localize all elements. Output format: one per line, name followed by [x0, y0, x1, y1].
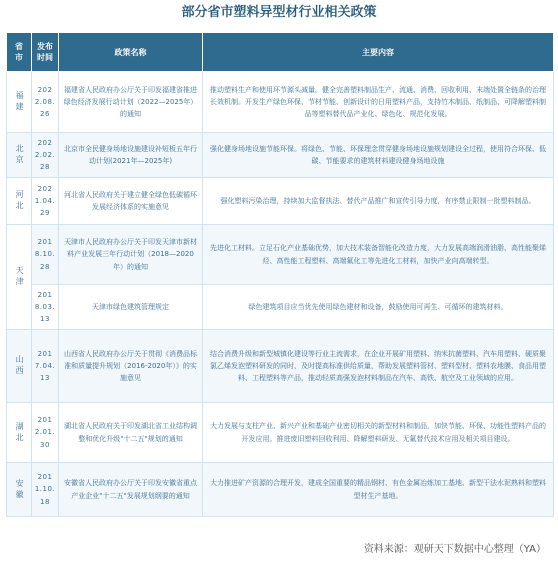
- table-row: [7, 178, 554, 225]
- table-row: [7, 330, 554, 403]
- source-note: 资料来源：观研天下数据中心整理（YA）: [363, 544, 546, 555]
- date-cell: 2022.02.28: [32, 133, 59, 178]
- policy-name-cell: 福建省人民政府办公厅关于印发福建省推进绿色经济发展行动计划（2022—2025年）的通知: [59, 72, 203, 133]
- province-cell: 山西: [7, 330, 32, 403]
- table-row: [7, 225, 554, 285]
- page-title: 部分省市塑料异型材行业相关政策: [181, 5, 377, 20]
- content-cell: 绿色建筑项目应当优先使用绿色建材和设备，鼓励使用可再生、可循环的建筑材料。: [203, 285, 554, 330]
- province-cell: 河北: [7, 178, 32, 225]
- province-cell: 福建: [7, 72, 32, 133]
- content-cell: 强化健身场地设施节能环保。将绿色、节能、环保理念贯穿健身场地设施规划建设全过程，使用符合环保、低碳、节能要求的建筑材料建设健身场地设施: [203, 133, 554, 178]
- policy-name-cell: 天津市人民政府办公厅关于印发天津市新材料产业发展三年行动计划（2018—2020年）的通知: [59, 225, 203, 285]
- date-cell: 2017.04.13: [32, 330, 59, 403]
- content-cell: 大力发展与支柱产业、新兴产业和基础产业密切相关的新型材料和制品，加快节能、环保、功能性塑料产品的开发应用。推进废旧塑料回收利用、降解塑料研发、无氟替代技术应用及相关项目建设。: [203, 403, 554, 463]
- province-cell: 安徽: [7, 463, 32, 517]
- content-cell: 结合消费升级和新型城镇化建设等行业主流需求，在企业开展矿用塑料、纳米抗菌塑料、汽车用塑料、硬质聚氯乙烯发泡塑料研发的同时，及时提高标准供给质量，帮助发展塑料管材、塑料型材、塑料农地膜、食品用塑料、工程塑料等产品，推动轻质高强发泡材料制品在汽车、高铁、航空及工业领域的应用。: [203, 330, 554, 403]
- policy-name-cell: 安徽省人民政府办公厅关于印发安徽省重点产业企业"十二五"发展规划纲要的通知: [59, 463, 203, 517]
- table-row: [7, 463, 554, 517]
- date-cell: 2021.04.29: [32, 178, 59, 225]
- header-content: 主要内容: [203, 33, 554, 72]
- table-row: [7, 285, 554, 330]
- content-cell: 大力推进矿产资源的合理开发，建成全国重要的精品钢材、有色金属冶炼加工基地、新型干法水泥熟料和塑料型材生产基地。: [203, 463, 554, 517]
- header-province: 省市: [7, 33, 32, 72]
- date-cell: 2012.01.30: [32, 403, 59, 463]
- header-date: 发布时间: [32, 33, 59, 72]
- policy-name-cell: 河北省人民政府关于建立健全绿色低碳循环发展经济体系的实施意见: [59, 178, 203, 225]
- table-row: [7, 403, 554, 463]
- date-cell: 2018.10.28: [32, 225, 59, 285]
- date-cell: 2018.03.13: [32, 285, 59, 330]
- date-cell: 2022.08.26: [32, 72, 59, 133]
- table-row: [7, 72, 554, 133]
- policy-name-cell: 北京市全民健身场地设施建设补短板五年行动计划(2021年—2025年): [59, 133, 203, 178]
- policy-table: [6, 32, 554, 517]
- table-header-row: [7, 33, 554, 72]
- province-cell: 北京: [7, 133, 32, 178]
- header-policy: 政策名称: [59, 33, 203, 72]
- content-cell: 强化塑料污染治理，持续加大监督执法、替代产品推广和宣传引导力度，有序禁止限制一批塑料制品。: [203, 178, 554, 225]
- content-cell: 先进化工材料。立足石化产业基础优势，加大技术装备智能化改造力度，大力发展高端润滑油脂、高性能聚烯烃、高性能工程塑料、高端氟化工等先进化工材料，加快产业向高端转型。: [203, 225, 554, 285]
- date-cell: 2011.10.18: [32, 463, 59, 517]
- policy-name-cell: 湖北省人民政府关于印发湖北省工业结构调整和优化升级"十二五"规划的通知: [59, 403, 203, 463]
- content-cell: 推动塑料生产和使用环节源头减量。健全完善塑料制品生产、流通、消费、回收利用、末端处置全链条的治理长效机制。开发生产绿色环保、节材节能、创新设计的日用塑料产品，支持竹木制品、纸制品、可降解塑料制品等塑料替代品产业化、绿色化、规范化发展。: [203, 72, 554, 133]
- province-cell: 天津: [7, 225, 32, 330]
- province-cell: 湖北: [7, 403, 32, 463]
- table-row: [7, 133, 554, 178]
- policy-name-cell: 天津市绿色建筑管理规定: [59, 285, 203, 330]
- policy-name-cell: 山西省人民政府办公厅关于贯彻《消费品标准和质量提升规划（2016-2020年）》的实施意见: [59, 330, 203, 403]
